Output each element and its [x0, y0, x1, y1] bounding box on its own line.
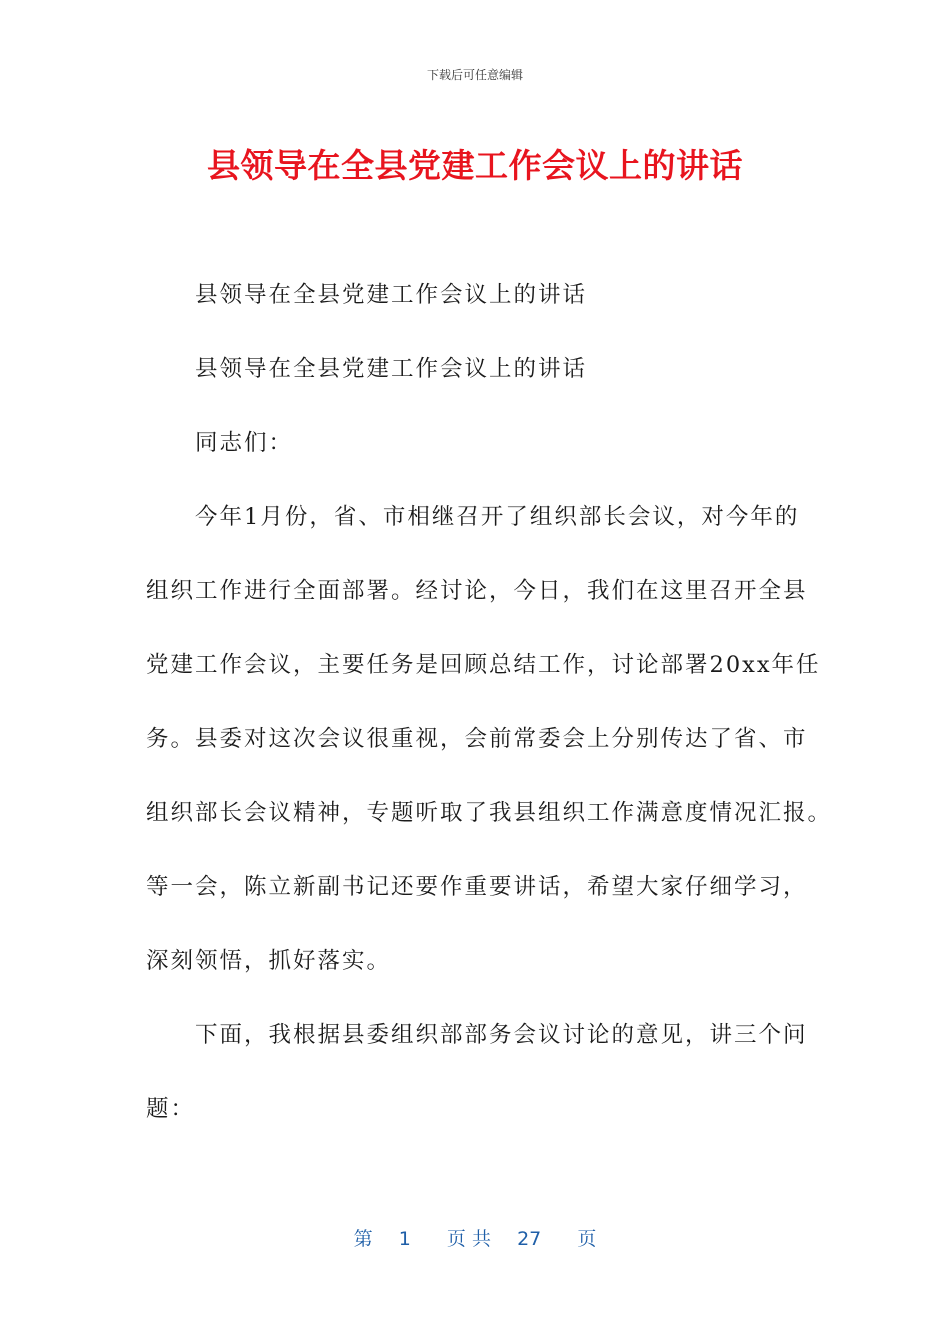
body-line: 今年1月份，省、市相继召开了组织部长会议，对今年的 [146, 504, 800, 530]
page-number: 1 [398, 1228, 411, 1250]
header-note: 下载后可任意编辑 [426, 68, 523, 82]
document-title: 县领导在全县党建工作会议上的讲话 [207, 146, 743, 185]
footer-suffix: 页 [577, 1228, 597, 1250]
footer-middle: 页 共 [446, 1228, 491, 1250]
document-body [146, 258, 833, 1146]
body-line: 深刻领悟，抓好落实。 [146, 948, 392, 974]
body-line: 组织部长会议精神，专题听取了我县组织工作满意度情况汇报。 [146, 800, 833, 826]
body-line: 组织工作进行全面部署。经讨论，今日，我们在这里召开全县 [146, 578, 808, 604]
page-footer [0, 1224, 950, 1251]
body-line: 下面，我根据县委组织部部务会议讨论的意见，讲三个问 [146, 1022, 808, 1048]
body-line: 党建工作会议，主要任务是回顾总结工作，讨论部署20xx年任 [146, 652, 821, 678]
body-line: 题： [146, 1096, 196, 1122]
total-pages: 27 [517, 1228, 542, 1250]
body-line: 县领导在全县党建工作会议上的讲话 [146, 356, 588, 382]
body-line: 务。县委对这次会议很重视，会前常委会上分别传达了省、市 [146, 726, 808, 752]
body-line: 等一会，陈立新副书记还要作重要讲话，希望大家仔细学习， [146, 874, 808, 900]
footer-prefix: 第 [353, 1228, 373, 1250]
body-line: 同志们： [146, 430, 294, 456]
body-line: 县领导在全县党建工作会议上的讲话 [146, 282, 588, 308]
